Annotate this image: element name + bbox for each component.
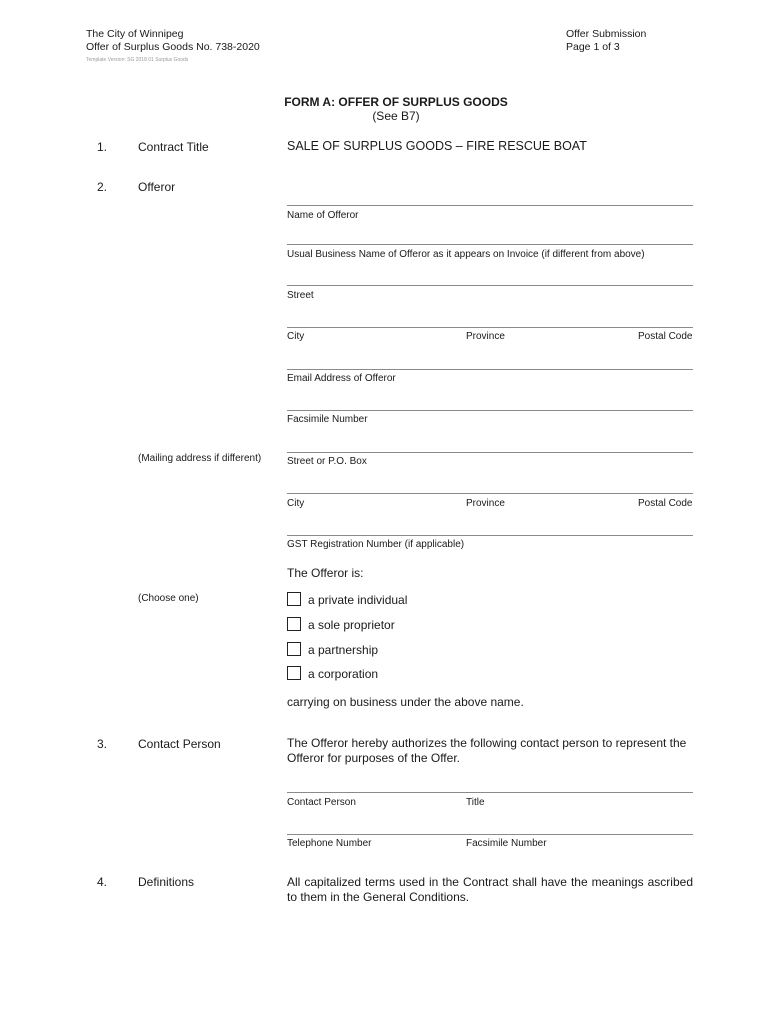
fax-caption: Facsimile Number [287,414,368,425]
option-partnership: a partnership [308,643,379,657]
contact-person-title-field[interactable] [287,792,693,793]
city-caption: City [287,331,305,342]
mailing-street-field[interactable] [287,452,693,453]
option-private-individual: a private individual [308,593,408,607]
postal-code-caption: Postal Code [638,331,693,342]
section-3-number: 3. [97,737,108,751]
section-3-label: Contact Person [138,737,221,751]
city-province-postal-field[interactable] [287,327,693,328]
mailing-city-caption: City [287,498,305,509]
business-name-field[interactable] [287,244,693,245]
definitions-text: All capitalized terms used in the Contract shall have the meanings ascribed to them in the General Conditions. [287,875,693,904]
street-caption: Street [287,290,314,301]
template-note: Template Version: SG 2018 01 Surplus Goods [86,57,189,63]
section-1-label: Contract Title [138,140,209,154]
business-name-caption: Usual Business Name of Offeror as it appears on Invoice (if different from above) [287,249,645,260]
fax-field[interactable] [287,410,693,411]
name-of-offeror-field[interactable] [287,205,693,206]
section-4-number: 4. [97,875,108,889]
checkbox-corporation[interactable] [287,666,301,680]
offeror-is-heading: The Offeror is: [287,566,364,580]
contract-title-value: SALE OF SURPLUS GOODS – FIRE RESCUE BOAT [287,139,587,153]
mailing-street-caption: Street or P.O. Box [287,456,367,467]
province-caption: Province [466,331,505,342]
section-2-number: 2. [97,180,108,194]
street-field[interactable] [287,285,693,286]
mailing-province-caption: Province [466,498,505,509]
option-corporation: a corporation [308,667,379,681]
header-page: Page 1 of 3 [566,41,620,53]
mailing-postal-code-caption: Postal Code [638,498,693,509]
contact-person-caption: Contact Person [287,797,356,808]
header-form-type: Offer Submission [566,28,647,40]
header-org: The City of Winnipeg [86,28,184,40]
choose-one-label: (Choose one) [138,593,199,604]
name-of-offeror-caption: Name of Offeror [287,210,359,221]
checkbox-partnership[interactable] [287,642,301,656]
form-title: FORM A: OFFER OF SURPLUS GOODS [284,95,508,109]
email-field[interactable] [287,369,693,370]
telephone-caption: Telephone Number [287,838,372,849]
title-caption: Title [466,797,485,808]
checkbox-sole-proprietor[interactable] [287,617,301,631]
form-ref: (See B7) [372,109,420,123]
section-1-number: 1. [97,140,108,154]
option-sole-proprietor: a sole proprietor [308,618,395,632]
carrying-on-text: carrying on business under the above name. [287,695,524,709]
gst-field[interactable] [287,535,693,536]
telephone-fax-field[interactable] [287,834,693,835]
contact-authorization-text: The Offeror hereby authorizes the following contact person to represent the Offeror for purposes of the Offer. [287,736,687,765]
checkbox-private-individual[interactable] [287,592,301,606]
mailing-city-province-postal-field[interactable] [287,493,693,494]
header-bid-ref: Offer of Surplus Goods No. 738-2020 [86,41,260,53]
email-caption: Email Address of Offeror [287,373,396,384]
contact-fax-caption: Facsimile Number [466,838,547,849]
section-4-label: Definitions [138,875,195,889]
mailing-address-label: (Mailing address if different) [138,453,262,464]
section-2-label: Offeror [138,180,176,194]
gst-caption: GST Registration Number (if applicable) [287,539,465,550]
